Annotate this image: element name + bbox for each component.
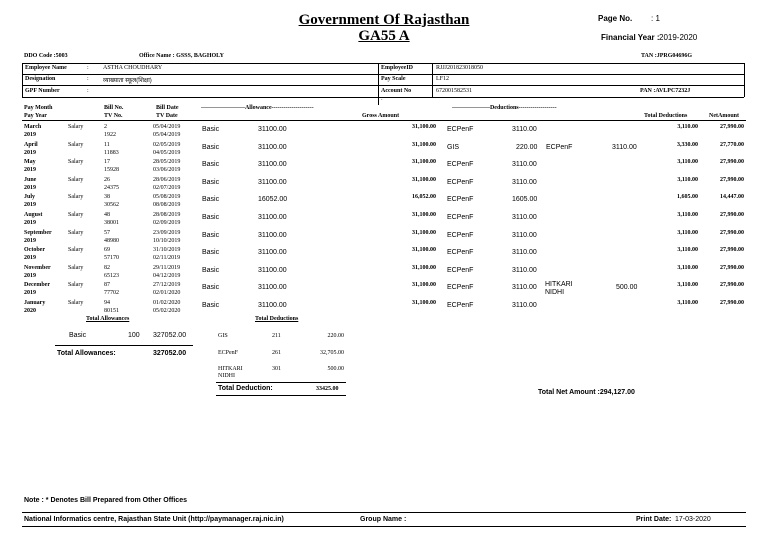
tv-date: 04/05/2019 [153,149,181,156]
designation-label: Designation [25,76,56,82]
tv-no: 65123 [104,272,119,279]
total-deduction-label: Total Deduction: [218,385,273,392]
allowance-name: Basic [202,178,220,186]
bill-no: 87 [104,282,110,289]
pay-year: 2019 [24,184,36,191]
total-deductions: 3,110.00 [677,124,698,130]
deduction-2-name: ECPenF [546,143,573,151]
deduction-1-name: ECPenF [447,161,474,169]
bill-no: 26 [104,176,110,183]
net-amount: 27,990.00 [720,212,744,218]
ded-item-count: 301 [272,366,281,372]
gross-amount: 31,100.00 [412,176,436,183]
pay-year: 2019 [24,149,36,156]
gpf-number-label: GPF Number [25,88,60,94]
deduction-1-name: ECPenF [447,284,474,292]
tv-date: 02/09/2019 [153,220,181,226]
footer-print-date-value: 17-03-2020 [675,516,711,523]
deduction-1-amount: 3110.00 [512,214,537,221]
deduction-1-amount: 1605.00 [512,196,538,204]
document-subtitle: GA55 A [358,28,410,44]
bill-date: 02/05/2019 [153,141,181,148]
total-deductions: 3,110.00 [677,229,698,236]
total-deductions: 3,110.00 [677,282,698,289]
bill-date: 28/05/2019 [153,159,181,166]
pay-scale-value: LF12 [436,76,450,82]
pay-year: 2019 [24,167,36,174]
header-bill-no: Bill No. [104,105,124,111]
allowance-name: Basic [202,126,220,133]
allowance-amount: 31100.00 [258,161,287,169]
header-gross-amount: Gross Amount [362,113,400,119]
total-deduction-value: 33425.00 [316,386,339,392]
allowance-amount: 31100.00 [258,266,287,274]
deduction-1-name: ECPenF [447,196,474,204]
gross-amount: 31,100.00 [412,282,436,289]
net-amount: 14,447.00 [720,194,744,201]
document-title: Government Of Rajasthan [298,12,470,28]
total-deductions: 1,605.00 [677,194,698,201]
total-net-amount: Total Net Amount :294,127.00 [538,389,635,396]
allowance-amount: 31100.00 [258,284,287,292]
tv-date: 05/02/2020 [153,308,181,314]
deduction-1-amount: 220.00 [516,143,538,151]
tv-no: 24375 [104,184,119,191]
tv-date: 02/11/2019 [153,255,181,262]
bill-no: 69 [104,247,110,254]
bill-no: 48 [104,212,110,218]
total-allowances-label: Total Allowances: [57,350,116,357]
deduction-1-name: ECPenF [447,126,474,133]
net-amount: 27,770.00 [720,141,744,148]
net-amount: 27,990.00 [720,247,744,254]
pay-month: July [24,194,36,201]
deduction-1-name: ECPenF [447,214,474,221]
designation-value: व्याख्याता स्कूल(शिक्षा) [103,78,152,84]
pan-number: PAN :AVLPC7232J [640,88,691,94]
tv-no: 57170 [104,255,119,262]
gross-amount: 31,100.00 [412,264,436,271]
ddo-code: DDO Code :5003 [24,53,68,59]
allowance-amount: 31100.00 [258,126,287,133]
bill-type: Salary [68,194,84,201]
header-tv-no: TV No. [104,113,123,119]
allowance-amount: 31100.00 [258,214,287,221]
pay-year: 2019 [24,255,36,262]
tv-date: 08/08/2019 [153,202,181,209]
office-name: Office Name : GSSS, BAGHOLY [139,53,224,59]
deduction-1-name: GIS [447,143,460,151]
tv-date: 04/12/2019 [153,272,181,279]
bill-type: Salary [68,176,84,183]
bill-no: 38 [104,194,110,201]
total-deductions: 3,110.00 [677,264,698,271]
net-amount: 27,990.00 [720,176,744,183]
gross-amount: 31,100.00 [412,229,436,236]
tv-date: 02/01/2020 [153,290,181,297]
allowance-name: Basic [202,249,220,257]
bill-date: 23/09/2019 [153,229,181,236]
colon: : [87,76,89,82]
pay-month: June [24,176,37,183]
deduction-1-amount: 3110.00 [512,302,537,309]
pay-year: 2019 [24,290,36,297]
deduction-1-amount: 3110.00 [512,266,537,274]
basic-count: 100 [128,332,140,339]
gross-amount: 31,100.00 [412,124,436,130]
basic-label: Basic [69,332,87,339]
header-deductions: -------------------Deductions------------------- [452,105,557,111]
net-amount: 27,990.00 [720,124,744,130]
allowance-amount: 31100.00 [258,302,287,309]
gross-amount: 31,100.00 [412,247,436,254]
total-deductions: 3,110.00 [677,247,698,254]
bill-type: Salary [68,159,84,166]
deduction-1-amount: 3110.00 [512,161,537,169]
allowance-name: Basic [202,231,220,239]
employee-name-label: Employee Name [25,65,67,71]
deduction-1-amount: 3110.00 [512,284,537,292]
page-no-value: : 1 [651,14,660,23]
bill-date: 27/12/2019 [153,282,181,289]
bill-no: 57 [104,229,110,236]
allowance-name: Basic [202,284,220,292]
pay-month: December [24,282,50,289]
bill-date: 28/08/2019 [153,212,181,218]
pay-year: 2019 [24,220,36,226]
pay-year: 2019 [24,272,36,279]
financial-year-label: Financial Year : [601,33,660,42]
deduction-1-name: ECPenF [447,231,474,239]
footer-note: Note : * Denotes Bill Prepared from Other Offices [24,497,187,504]
bill-no: 94 [104,300,110,306]
bill-date: 01/02/2020 [153,300,181,306]
financial-year-value: 2019-2020 [659,33,698,42]
ded-item-count: 261 [272,350,281,356]
gross-amount: 31,100.00 [412,141,436,148]
bill-type: Salary [68,247,84,254]
pay-year: 2019 [24,202,36,209]
tv-no: 38001 [104,220,119,226]
deduction-2-amount: 500.00 [616,284,638,292]
allowance-amount: 31100.00 [258,249,287,257]
bill-date: 05/04/2019 [153,124,181,130]
total-deductions: 3,330.00 [677,141,698,148]
employee-name-value: ASTHA CHOUDHARY [103,65,163,71]
allowance-name: Basic [202,302,220,309]
allowance-amount: 31100.00 [258,143,287,151]
pay-month: November [24,264,51,271]
allowance-amount: 16052.00 [258,196,288,204]
account-no-value: 672001582531 [436,88,472,94]
gross-amount: 16,052.00 [412,194,436,201]
employee-id-label: EmployeeID [381,65,413,71]
header-pay-year: Pay Year [24,113,47,119]
header-pay-month: Pay Month [24,105,53,111]
net-amount: 27,990.00 [720,264,744,271]
header-allowance: ----------------------Allowance--------------------- [201,105,314,111]
tv-no: 80151 [104,308,119,314]
bill-date: 28/06/2019 [153,176,181,183]
total-deductions-header: Total Deductions [255,316,299,322]
bill-no: 2 [104,124,107,130]
net-amount: 27,990.00 [720,282,744,289]
header-total-deductions: Total Deductions [644,113,688,119]
total-allowances-header: Total Allowances [86,316,130,322]
tv-no: 11883 [104,149,119,156]
pay-year: 2019 [24,237,36,244]
pay-month: March [24,124,42,130]
total-deductions: 3,110.00 [677,212,698,218]
bill-type: Salary [68,212,84,218]
colon: : [87,65,89,71]
account-no-label: Account No [381,88,412,94]
allowance-name: Basic [202,161,220,169]
account-colon: : [381,96,383,102]
ded-item-name: GIS [218,333,228,339]
allowance-amount: 31100.00 [258,231,287,239]
net-amount: 27,990.00 [720,229,744,236]
deduction-3-amount: 3110.00 [612,143,637,151]
ded-item-amount: 220.00 [327,333,344,339]
gross-amount: 31,100.00 [412,212,436,218]
deduction-1-name: ECPenF [447,178,474,186]
deduction-1-name: ECPenF [447,266,474,274]
deduction-1-name: ECPenF [447,302,474,309]
allowance-amount: 31100.00 [258,178,287,186]
total-allowances-value: 327052.00 [153,350,187,357]
pay-month: January [24,300,46,306]
tv-date: 10/10/2019 [153,237,181,244]
pay-scale-label: Pay Scale [381,76,406,82]
page-no-label: Page No. [598,14,633,23]
basic-amount: 327052.00 [153,332,187,339]
footer-group-name: Group Name : [360,516,407,523]
ded-item-count: 211 [272,333,281,339]
header-tv-date: TV Date [156,113,178,119]
pay-month: April [24,141,38,148]
net-amount: 27,990.00 [720,159,744,166]
deduction-1-name: ECPenF [447,249,474,257]
footer-nic: National Informatics centre, Rajasthan State Unit (http://paymanager.raj.nic.in) [24,516,284,523]
pay-month: September [24,229,52,236]
employee-id-value: RJJJ201823018050 [436,65,484,71]
bill-type: Salary [68,282,84,289]
tan-number: TAN :JPRG04696G [641,53,693,59]
header-net-amount: NetAmount [709,113,739,119]
tv-no: 48980 [104,237,119,244]
net-amount: 27,990.00 [720,300,744,306]
ded-item-name: ECPenF [218,350,239,356]
bill-type: Salary [68,124,84,130]
bill-no: 17 [104,159,110,166]
gross-amount: 31,100.00 [412,159,436,166]
total-deductions: 3,110.00 [677,159,698,166]
total-deductions: 3,110.00 [677,176,698,183]
tv-no: 30562 [104,202,119,209]
bill-date: 31/10/2019 [153,247,181,254]
total-deductions: 3,110.00 [677,300,698,306]
bill-date: 29/11/2019 [153,264,181,271]
bill-type: Salary [68,300,84,306]
tv-no: 15928 [104,167,119,174]
bill-type: Salary [68,141,84,148]
tv-date: 03/06/2019 [153,167,181,174]
deduction-2-name: HITKARI NIDHI [545,281,573,297]
allowance-name: Basic [202,196,220,204]
bill-type: Salary [68,264,84,271]
ded-item-amount: 32,705.00 [320,350,344,356]
deduction-1-amount: 3110.00 [512,231,537,239]
deduction-1-amount: 3110.00 [512,249,537,257]
allowance-name: Basic [202,266,220,274]
gross-amount: 31,100.00 [412,300,436,306]
pay-year: 2019 [24,132,36,138]
pay-year: 2020 [24,308,36,314]
pay-month: May [24,159,36,166]
bill-type: Salary [68,229,84,236]
header-bill-date: Bill Date [156,105,179,111]
ded-item-amount: 500.00 [327,366,344,372]
allowance-name: Basic [202,143,220,151]
tv-date: 05/04/2019 [153,132,181,138]
pay-month: October [24,247,45,254]
tv-no: 1922 [104,132,116,138]
bill-no: 11 [104,141,110,148]
tv-no: 77702 [104,290,119,297]
tv-date: 02/07/2019 [153,184,181,191]
deduction-1-amount: 3110.00 [512,126,537,133]
bill-no: 82 [104,264,110,271]
pay-month: August [24,212,43,218]
allowance-name: Basic [202,214,220,221]
deduction-1-amount: 3110.00 [512,178,537,186]
footer-print-date-label: Print Date: [636,516,672,523]
bill-date: 05/08/2019 [153,194,181,201]
colon: : [87,88,89,94]
ded-item-name: HITKARI NIDHI [218,366,243,379]
